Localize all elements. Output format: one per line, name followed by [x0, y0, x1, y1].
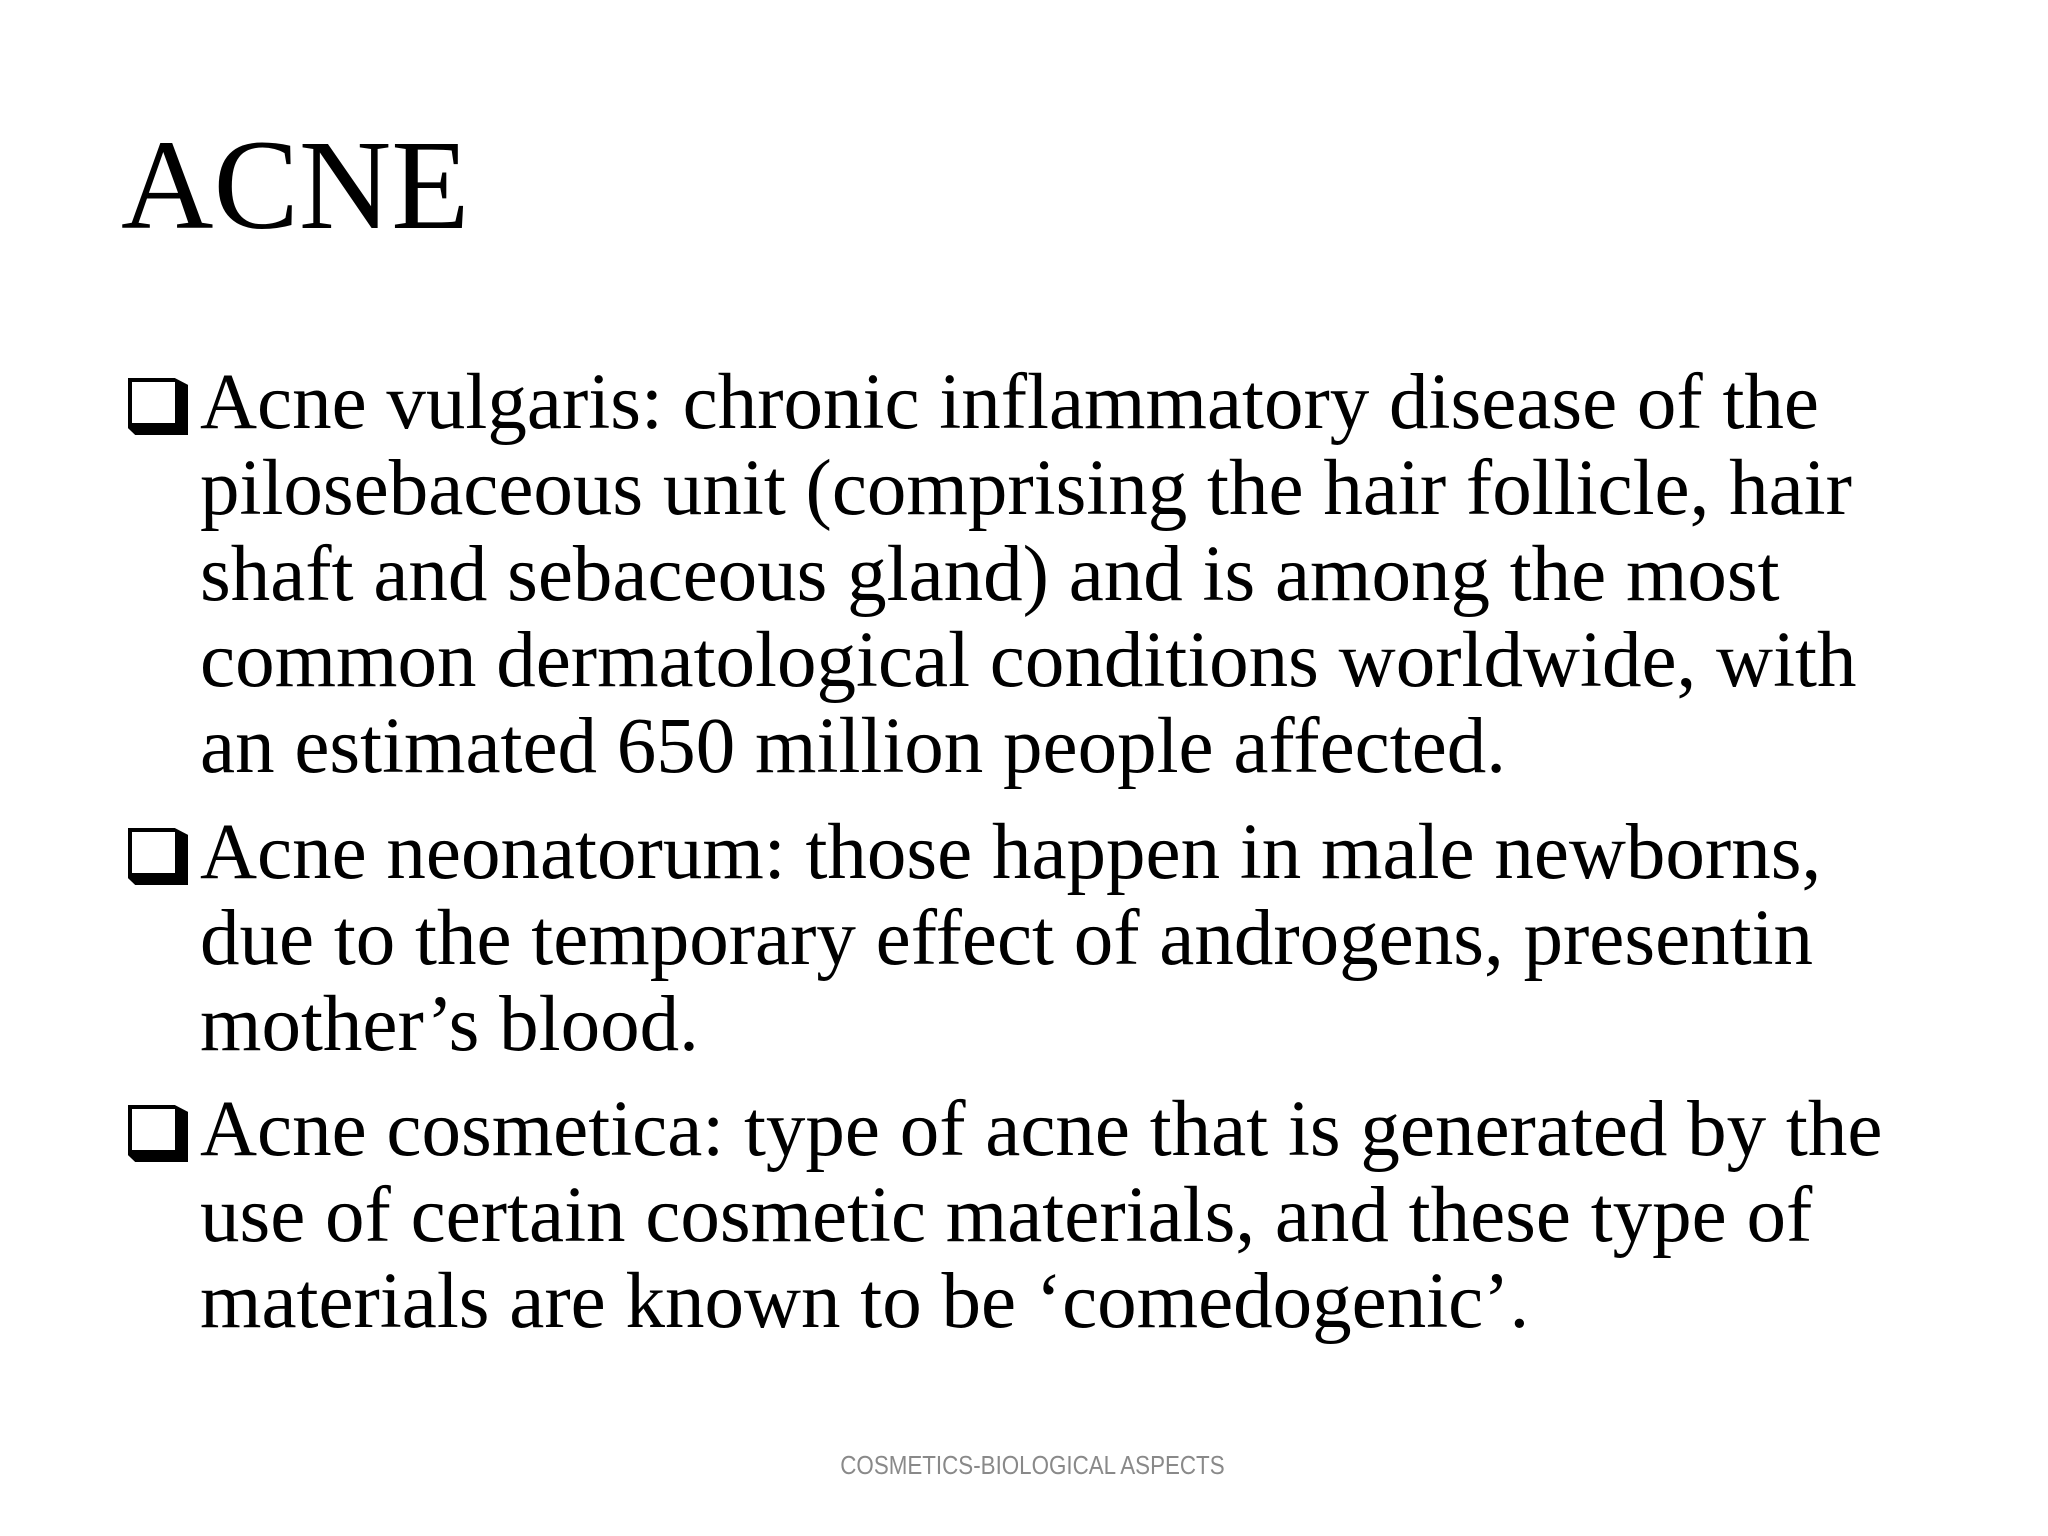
bullet-text — [200, 810, 1920, 1068]
slide-title: ACNE — [121, 114, 470, 256]
bullet-line: Acne neonatorum: those happen in male newborns, — [200, 809, 1822, 896]
shadowed-square-bullet-icon — [128, 378, 188, 435]
bullet-line: Acne cosmetica: type of acne that is generated by the — [200, 1086, 1883, 1173]
bullet-text — [200, 360, 1920, 790]
bullet-line: materials are known to be ‘comedogenic’. — [200, 1258, 1530, 1345]
bullet-line: an estimated 650 million people affected. — [200, 703, 1507, 790]
bullet-line: shaft and sebaceous gland) and is among the most — [200, 531, 1780, 618]
shadowed-square-bullet-icon — [128, 1105, 188, 1162]
bullet-line: common dermatological conditions worldwide, with — [200, 617, 1857, 704]
bullet-line: pilosebaceous unit (comprising the hair follicle, hair — [200, 445, 1852, 532]
bullet-line: Acne vulgaris: chronic inflammatory disease of the — [200, 359, 1819, 446]
bullet-line: due to the temporary effect of androgens, presentin — [200, 895, 1814, 982]
bullet-line: mother’s blood. — [200, 981, 699, 1068]
slide-footer — [0, 1448, 2048, 1482]
shadowed-square-bullet-icon — [128, 828, 188, 885]
bullet-text — [200, 1087, 1920, 1345]
footer-text: COSMETICS-BIOLOGICAL ASPECTS — [839, 1450, 1225, 1480]
bullet-line: use of certain cosmetic materials, and these type of — [200, 1172, 1813, 1259]
